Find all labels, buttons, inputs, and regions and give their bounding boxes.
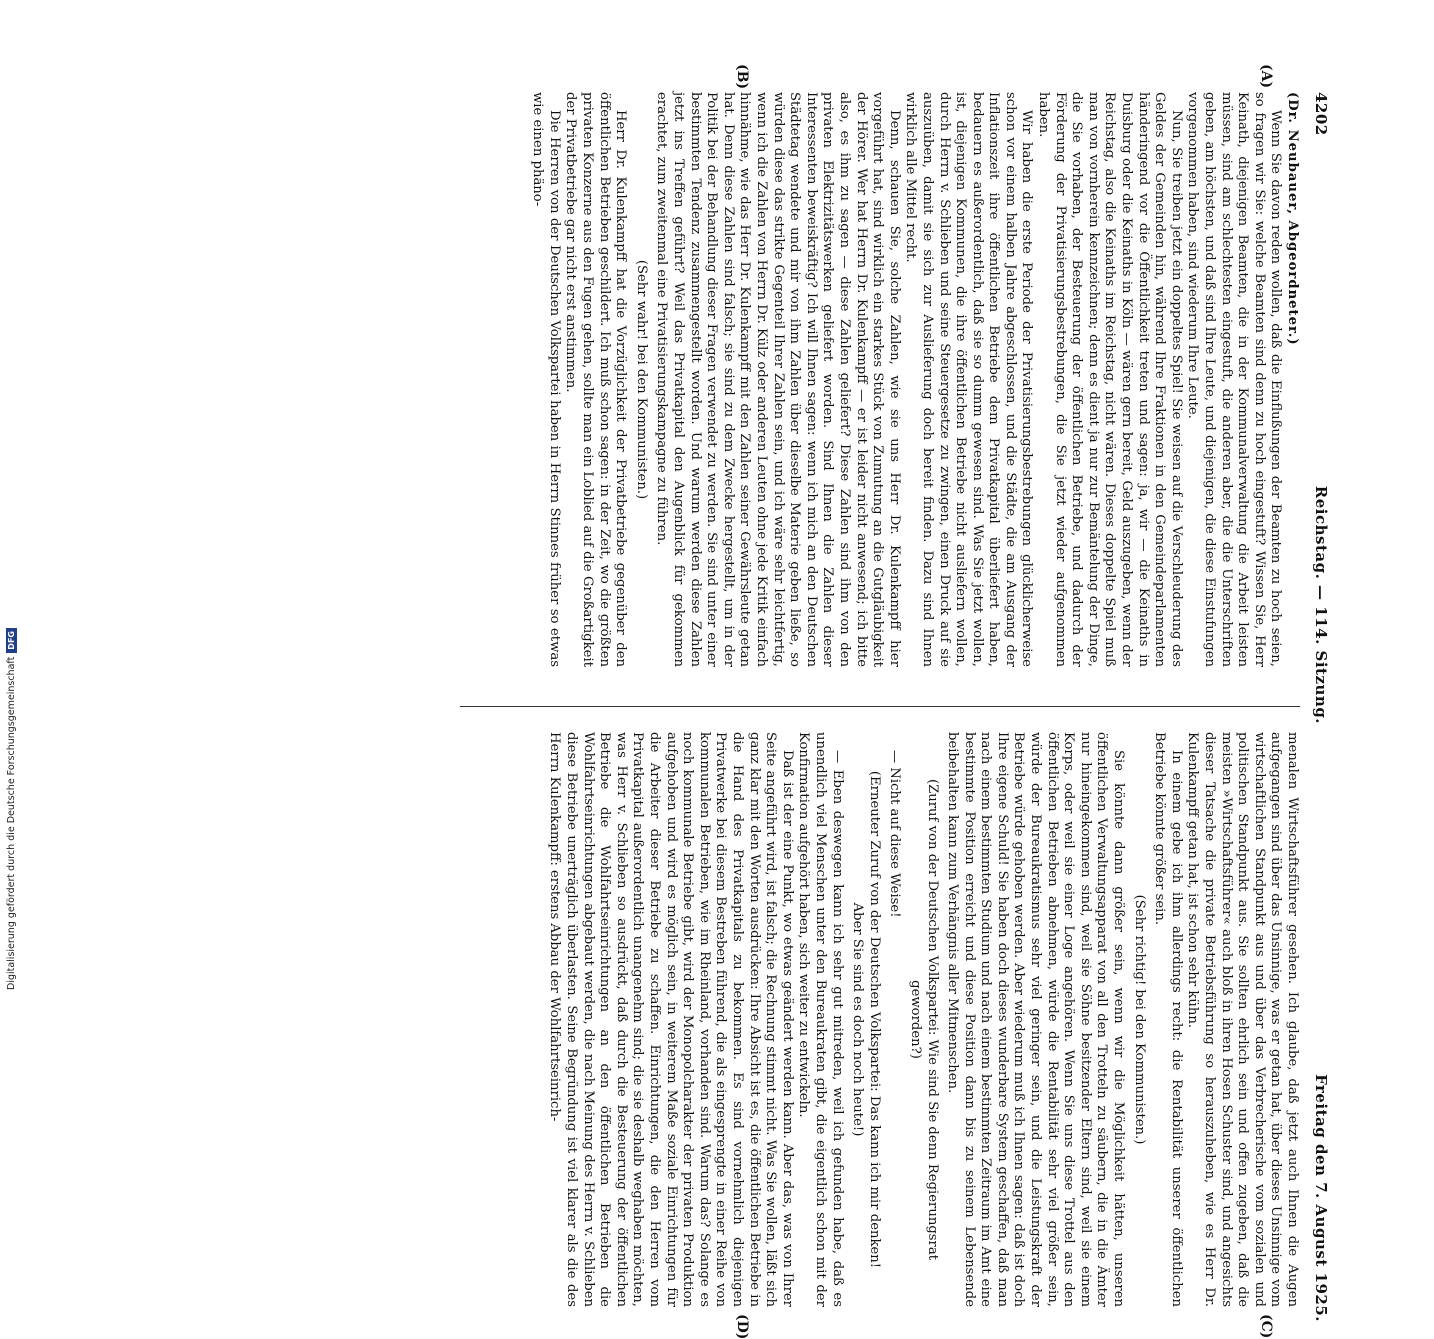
- paragraph: — Eben deswegen kann ich sehr gut mitreden, weil ich gefunden habe, daß es unendlich viel Menschen unter den Bureaukraten gibt, die eigentlich schon mit der Konfirmation aufgehört haben, sich weiter zu entwickeln.: [796, 732, 845, 1307]
- page-number: 4202: [1312, 92, 1330, 136]
- page-header: [1308, 92, 1330, 1322]
- paragraph: Wenn Sie davon reden wollen, daß die Einflußungen der Beamten zu hoch seien, so fragen wir Sie: welche Beamten sind denn zu hoch eingestuft? Wissen Sie, Herr Keinath, diejenigen Beamten, die in der Kommunalverwaltung die Arbeit leisten müssen, sind am schlechtesten eingestuft, die anderen aber, die die Unterschriften geben, am höchsten, und daß sind Ihre Leute, und diejenigen, die diese Einstufungen vorgenommen haben, sind wiederum Ihre Leute.: [1185, 92, 1284, 667]
- paragraph: — Nicht auf diese Weise!: [887, 750, 903, 918]
- right-column: [546, 732, 1300, 1307]
- rotated-page-content: [100, 64, 1330, 1339]
- interjection: (Zuruf von der Deutschen Volkspartei: Wie sind Sie denn Regierungsrat geworden?): [907, 778, 940, 1261]
- interjection: (Sehr wahr! bei den Kommunisten.): [633, 259, 649, 500]
- left-column: [529, 92, 1300, 667]
- paragraph: Die Herren von der Deutschen Volkspartei haben in Herrn Stinnes früher so etwas wie einen phäno-: [530, 92, 562, 667]
- paragraph: Wir haben die erste Periode der Privatisierungsbestrebungen glücklicherweise schon vor einem halben Jahre abgeschlossen, und die Städte, die am Ausgang der Inflationszeit ihre öffentlichen Betriebe dem Privatkapital überliefert haben, bedauern es außerordentlich, daß sie so dumm gewesen sind. Was Sie jetzt wollen, ist, diejenigen Kommunen, die ihre öffentlichen Betriebe nicht ausliefern wollen, durch Herrn v. Schlieben und seine Steuergesetze zu zwingen, einen Druck auf sie auszuüben, damit sie sich zur Auslieferung doch bereit finden. Dazu sind Ihnen wirklich alle Mittel recht.: [903, 92, 1035, 667]
- paragraph: In einem gebe ich ihm allerdings recht: die Rentabilität unserer öffentlichen Betriebe könnte größer sein.: [1152, 732, 1184, 1307]
- paragraph: Nun, Sie treiben jetzt ein doppeltes Spiel! Sie weisen auf die Verschleuderung des Geldes der Gemeinden hin, während Ihre Fraktionen in den Gemeindeparlamenten händeringend vor die Öffentlichkeit treten und sagen: ja, wir — die Keinaths in Duisburg oder die Keinaths in Köln — wären gern bereit, Geld auszugeben, wenn der Reichstag, also die Keinaths im Reichstag, nicht wären. Dieses doppelte Spiel muß man von vornherein kennzeichnen; denn es dient ja nur zur Bemäntelung der Dinge, die Sie vorhaben, der Besteuerung der öffentlichen Betriebe, und dadurch der Förderung der Privatisierungsbestrebungen, die Sie jetzt wieder aufgenommen haben.: [1036, 92, 1184, 667]
- digitization-footer: [6, 628, 17, 990]
- paragraph: Daß ist der eine Punkt, wo etwas geändert werden kann. Aber das, was von Ihrer Seite angeführt wird, ist falsch; die Rechnung stimmt nicht. Was Sie wollen, läßt sich ganz klar mit den Worten ausdrücken: Ihre Absicht ist es, die öffentlichen Betriebe in die Hand des Privatkapitals zu bekommen. Es sind vornehmlich diejenigen Privatwerke bei diesem Bestreben führend, die als eingesprengte in einer Reihe von kommunalen Betrieben, wie im Rheinland, vorhanden sind. Warum das? Solange es noch kommunale Betriebe gibt, wird der Monopolcharakter der privaten Produktion aufgehoben und wird es möglich sein, in weiterem Maße soziale Einrichtungen für die Arbeiter dieser Betriebe zu schaffen. Einrichtungen, die den Herren vom Privatkapital außerordentlich unangenehm sind; die sie deshalb weghaben möchten, was Herr v. Schlieben so ausdrückt, daß durch die Besteuerung der öffentlichen Betriebe die Wohlfahrtseinrichtungen an den öffentlichen Betrieben die Wohlfahrtseinrichtungen abgebaut werden, die nach Meinung des Herrn v. Schlieben diese Betriebe unerträglich überlasten. Seine Begründung ist viel klarer als die des Herrn Kulenkampff: erstens Abbau der Wohlfahrtseinrich-: [547, 732, 795, 1307]
- margin-marker-a: (A): [1258, 64, 1274, 89]
- interjection: (Erneuter Zuruf von der Deutschen Volkspartei: Das kann ich mir denken! Aber Sie sind es doch noch heute!): [850, 770, 882, 1269]
- margin-marker-c: (C): [1258, 1314, 1274, 1339]
- paragraph: Sie könnte dann größer sein, wenn wir die Möglichkeit hätten, unseren öffentlichen Verwaltungsapparat von all den Trotteln zu säubern, die in die Ämter nur hineingekommen sind, weil sie Söhne besitzender Eltern sind, weil sie einem Korps, oder weil sie einer Loge angehören. Wenn Sie uns diese Trottel aus den öffentlichen Betrieben abnehmen, würde die Rentabilität sehr viel größer sein, würde der Bureaukratismus sehr viel geringer sein, und die Leistungskraft der Betriebe würde gehoben werden. Aber wiederum muß ich Ihnen sagen: daß ist doch Ihre eigene Schuld! Sie haben doch dieses wunderbare System geschaffen, daß man nach einem bestimmten Studium und nach einem bestimmten Zeitraum im Amt eine bestimmte Position erreicht und diese Position dann bis zu seinem Lebensende beibehalten kann zum Verhängnis aller Mitmenschen.: [945, 732, 1127, 1307]
- dfg-logo: DFG: [6, 628, 17, 653]
- footer-text: Digitalisierung gefördert durch die Deutsche Forschungsgemeinschaft: [6, 656, 17, 990]
- margin-marker-b: (B): [734, 64, 750, 90]
- column-divider: [460, 706, 1300, 707]
- margin-marker-d: (D): [734, 1314, 750, 1339]
- page-date: Freitag den 7. August 1925.: [1312, 1074, 1330, 1322]
- paragraph: menalen Wirtschaftsführer gesehen. Ich glaube, daß jetzt auch Ihnen die Augen aufgegangen sind über das Unsinnige, was er getan hat, über dieses Unsinnige vom wirtschaftlichen Standpunkt aus und über das Verbrecherische vom sozialen und politischen Standpunkt aus. Sie sollten ehrlich sein und offen zugeben, daß die meisten »Wirtschaftsführer« auch bloß in ihren Hosen Schuster sind, und angesichts dieser Tatsache die private Betriebsführung so herauszuheben, wie es Herr Dr. Kulenkampff getan hat, ist schon sehr kühn.: [1185, 732, 1300, 1307]
- interjection: (Sehr richtig! bei den Kommunisten.): [1131, 894, 1147, 1145]
- paragraph: Denn, schauen Sie, solche Zahlen, wie sie uns Herr Dr. Kulenkampff hier vorgeführt hat, sind wirklich ein starkes Stück von Zumutung an die Gutgläubigkeit der Hörer. Wer hat Herrn Dr. Kulenkampff — er ist leider nicht anwesend; ich bitte also, es ihm zu sagen — diese Zahlen geliefert? Diese Zahlen sind ihm von den privaten Elektrizitätswerken geliefert worden. Sind Ihnen die Zahlen dieser Interessenten beweiskräftig? Ich will Ihnen sagen: wenn ich mich an den Deutschen Städtetag wendete und mir von ihm Zahlen über dieselbe Materie geben ließe, so würden diese das strikte Gegenteil Ihrer Zahlen sein, und ich wäre sehr leichtfertig, wenn ich die Zahlen von Herrn Dr. Külz oder anderen Leuten ohne jede Kritik einfach hinnähme, wie das Herr Dr. Kulenkampff mit den Zahlen seiner Gewährsleute getan hat. Denn diese Zahlen sind falsch; sie sind zu dem Zwecke hergestellt, um in der Politik bei der Behandlung dieser Fragen verwendet zu werden. Sie sind unter einer bestimmten Tendenz zusammengestellt worden. Und warum werden diese Zahlen jetzt ins Treffen geführt? Weil das Privatkapital den Augenblick für gekommen erachtet, zum zweitenmal eine Privatisierungskampagne zu führen.: [654, 92, 902, 667]
- paragraph: Herr Dr. Kulenkampff hat die Vorzüglichkeit der Privatbetriebe gegenüber den öffentlichen Betrieben geschildert. Ich muß schon sagen: in der Zeit, wo die größten privaten Konzerne aus den Fugen gehen, sollte man ein Loblied auf die Großartigkeit der Privatbetriebe gar nicht erst anstimmen.: [563, 92, 629, 667]
- speaker-line: (Dr. Neubauer, Abgeordneter.): [1285, 92, 1300, 346]
- page-title: Reichstag. — 114. Sitzung.: [1312, 485, 1330, 725]
